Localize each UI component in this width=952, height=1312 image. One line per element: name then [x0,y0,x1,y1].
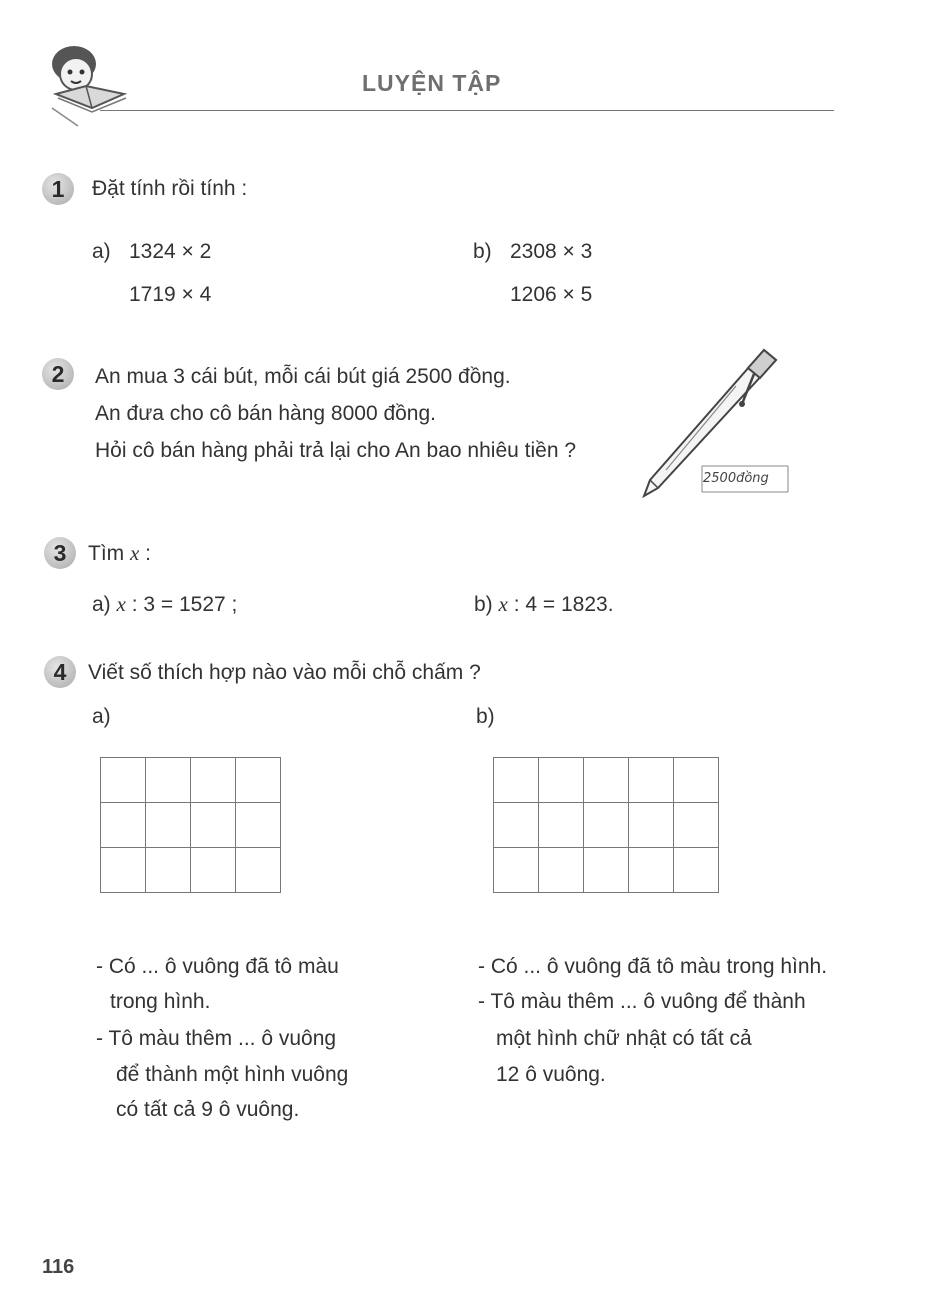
exercise-1b-row1: 2308 × 3 [510,240,593,263]
exercise-1a-row1: 1324 × 2 [129,240,212,263]
exercise-1-badge: 1 [42,173,74,205]
grid-cell [191,758,236,803]
exercise-4-badge: 4 [44,656,76,688]
grid-cell [236,848,281,893]
grid-cell [146,803,191,848]
exercise-3a-equation: : 3 = 1527 ; [125,593,238,616]
exercise-2-line1: An mua 3 cái bút, mỗi cái bút giá 2500 đồng. [95,365,511,388]
exercise-3a-variable: x [116,592,126,616]
exercise-3-instruction-post: : [139,542,151,565]
page-number: 116 [42,1256,75,1278]
grid-a [100,757,281,893]
exercise-3-badge: 3 [44,537,76,569]
price-tag: 2500đồng [703,470,769,486]
grid-cell [191,803,236,848]
exercise-2-line2: An đưa cho cô bán hàng 8000 đồng. [95,402,437,425]
exercise-2-badge: 2 [42,358,74,390]
exercise-3b-variable: x [498,592,508,616]
exercise-3b [474,592,614,617]
grid-cell [101,758,146,803]
grid-cell [236,803,281,848]
exercise-3-instruction-pre: Tìm [88,542,130,565]
exercise-4-instruction: Viết số thích hợp nào vào mỗi chỗ chấm ? [88,661,481,684]
exercise-2-line3: Hỏi cô bán hàng phải trả lại cho An bao nhiêu tiền ? [95,439,577,462]
grid-cell [146,848,191,893]
exercise-4a-line4: để thành một hình vuông [116,1063,349,1086]
grid-cell [629,758,674,803]
exercise-4b-line4: 12 ô vuông. [496,1063,606,1086]
exercise-4a-line1: - Có ... ô vuông đã tô màu [96,955,339,978]
grid-cell [191,848,236,893]
grid-cell [584,758,629,803]
grid-cell [539,848,584,893]
exercise-3a-label: a) [92,593,111,616]
exercise-4b-label: b) [476,705,495,728]
grid-cell [539,803,584,848]
reading-child-illustration [38,38,134,139]
grid-cell [101,803,146,848]
grid-cell [674,758,719,803]
exercise-3b-label: b) [474,593,493,616]
exercise-3b-equation: : 4 = 1823. [507,593,614,616]
exercise-4b-line1: - Có ... ô vuông đã tô màu trong hình. [478,955,828,978]
grid-cell [236,758,281,803]
grid-cell [584,848,629,893]
exercise-4a-line3: - Tô màu thêm ... ô vuông [96,1027,337,1050]
exercise-4a-line5: có tất cả 9 ô vuông. [116,1098,300,1121]
title-divider [100,110,834,111]
grid-cell [494,803,539,848]
grid-cell [629,848,674,893]
exercise-4b-line2: - Tô màu thêm ... ô vuông để thành [478,990,806,1013]
page-title: LUYỆN TẬP [362,70,502,96]
grid-cell [494,758,539,803]
exercise-3-variable: x [130,541,140,565]
grid-cell [494,848,539,893]
grid-cell [584,803,629,848]
grid-cell [629,803,674,848]
grid-cell [674,848,719,893]
grid-cell [674,803,719,848]
grid-cell [539,758,584,803]
exercise-1b-label: b) [473,240,492,263]
exercise-1-instruction: Đặt tính rồi tính : [92,177,248,200]
exercise-1b-row2: 1206 × 5 [510,283,593,306]
grid-cell [146,758,191,803]
grid-cell [101,848,146,893]
exercise-4a-label: a) [92,705,111,728]
exercise-1a-label: a) [92,240,111,263]
grid-b [493,757,719,893]
exercise-3-instruction [88,541,151,566]
exercise-4b-line3: một hình chữ nhật có tất cả [496,1027,752,1050]
exercise-4a-line2: trong hình. [110,990,211,1013]
exercise-1a-row2: 1719 × 4 [129,283,212,306]
exercise-3a [92,592,237,617]
